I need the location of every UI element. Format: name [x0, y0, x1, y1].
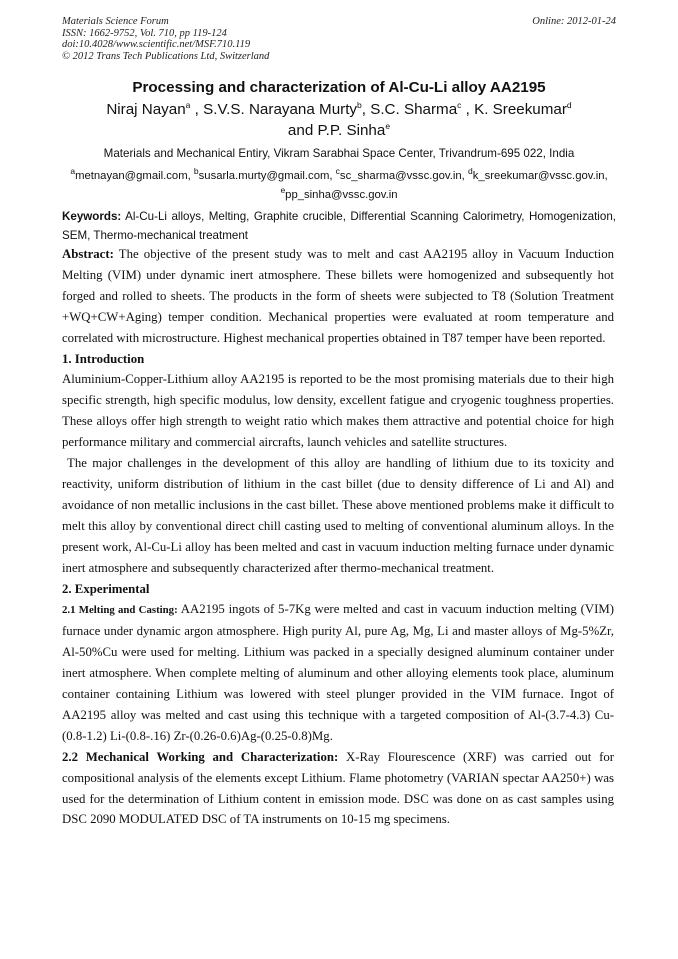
author-sup: c: [457, 99, 462, 110]
online-date: Online: 2012-01-24: [532, 16, 616, 27]
issn-line: ISSN: 1662-9752, Vol. 710, pp 119-124: [62, 27, 227, 39]
paper-body: [62, 244, 614, 830]
email-sup: b: [193, 166, 199, 177]
mechanical-working-paragraph: [62, 747, 614, 831]
journal-name: Materials Science Forum: [62, 16, 169, 27]
journal-header: [62, 16, 269, 62]
email-sup: c: [335, 166, 340, 177]
email-sup: d: [467, 166, 473, 177]
author-name: and P.P. Sinha: [287, 122, 386, 139]
email-link[interactable]: sc_sharma@vssc.gov.in,: [339, 170, 465, 182]
author-name: K. Sreekumar: [474, 101, 567, 118]
author-sup: a: [185, 99, 191, 110]
paper-title: Processing and characterization of Al-Cu-Li alloy AA2195: [132, 79, 546, 96]
intro-heading: 1. Introduction: [62, 351, 145, 366]
doi-line: doi:10.4028/www.scientific.net/MSF.710.119: [62, 39, 251, 51]
melting-casting-label: 2.1 Melting and Casting:: [62, 604, 178, 617]
abstract-label: Abstract:: [62, 247, 114, 261]
author-sup: b: [357, 99, 362, 110]
experimental-heading: 2. Experimental: [62, 581, 150, 596]
email-sup: e: [280, 185, 286, 196]
author-sup: e: [385, 120, 391, 131]
mechanical-working-text: X-Ray Flourescence (XRF) was carried out for compositional analysis of the elements except Lithium. Flame photometry (VARIAN spectar AA250+) was used for the determination of Lithium content in emission mode. DSC was done on as cast samples using DSC 2090 MODULATED DSC of TA instruments on 10-15 mg specimens.: [62, 749, 614, 827]
affiliation: Materials and Mechanical Entiry, Vikram Sarabhai Space Center, Trivandrum-695 022, India: [103, 147, 575, 160]
author-name: S.C. Sharma: [370, 101, 458, 118]
email-link[interactable]: k_sreekumar@vssc.gov.in,: [472, 170, 608, 182]
email-link[interactable]: pp_sinha@vssc.gov.in: [285, 189, 398, 201]
melting-casting-paragraph: [62, 599, 614, 746]
author-list: Niraj Nayan$^a$ , S.V.S. Narayana Murty$^b$, S.C. Sharma$^c$ , K. Sreekumar$^d$ and P.P. Sinha$^e$: [106, 99, 572, 139]
abstract: [62, 244, 614, 349]
author-sup: d: [566, 99, 572, 110]
email-link[interactable]: susarla.murty@gmail.com,: [198, 170, 333, 182]
author-name: Niraj Nayan: [106, 101, 186, 118]
copyright-line: © 2012 Trans Tech Publications Ltd, Switzerland: [62, 50, 270, 62]
melting-casting-text: AA2195 ingots of 5-7Kg were melted and cast in vacuum induction melting (VIM) furnace under dynamic argon atmosphere. High purity Al, pure Ag, Mg, Li and master alloys of Mg-5%Zr, Al-50%Cu were used for melting. Lithium was packed in a specially designed aluminum container under inert atmosphere. When complete melting of aluminum and other alloying elements took place, aluminum container containing Lithium was lowered with steel plunger provided in the VIM furnace. Ingot of AA2195 alloy was melted and cast using this technique with a targeted composition of Al-(3.7-4.3) Cu-(0.8-1.2) Li-(0.8-.16) Zr-(0.26-0.6)Ag-(0.25-0.8)Mg.: [62, 602, 614, 743]
email-list: [62, 167, 616, 205]
intro-paragraph-1: Aluminium-Copper-Lithium alloy AA2195 is reported to be the most promising materials due to their high specific strength, high specific modulus, low density, excellent fatigue and cryogenic toughness properties. These alloys offer high strength to weight ratio which makes them attractive and potential choice for high performance military and commercial aircrafts, launch vehicles and satellite structures.: [62, 372, 614, 450]
email-link[interactable]: metnayan@gmail.com,: [75, 170, 191, 182]
keywords: [62, 207, 616, 245]
email-sup: a: [70, 166, 76, 177]
keywords-text: Al-Cu-Li alloys, Melting, Graphite crucible, Differential Scanning Calorimetry, Homogenization, SEM, Thermo-mechanical treatment: [62, 210, 616, 242]
intro-paragraph-2: The major challenges in the development of this alloy are handling of lithium due to its toxicity and reactivity, uniform distribution of lithium in the cast billet (due to density difference of Li and Al) and avoidance of non metallic inclusions in the cast billet. These above mentioned problems make it difficult to melt this alloy by conventional direct chill casting used to melting of conventional aluminum alloys. In the present work, Al-Cu-Li alloy has been melted and cast in vacuum induction melting furnace under dynamic inert atmosphere and subsequently characterized after thermo-mechanical treatment.: [62, 456, 614, 575]
author-name: S.V.S. Narayana Murty: [203, 101, 358, 118]
keywords-label: Keywords:: [62, 210, 122, 223]
mechanical-working-label: 2.2 Mechanical Working and Characterization:: [62, 749, 339, 764]
abstract-text: The objective of the present study was to melt and cast AA2195 alloy in Vacuum Induction Melting (VIM) under dynamic inert atmosphere. These billets were homogenized and subsequently hot forged and rolled to sheets. The products in the form of sheets were subjected to T8 (Solution Treatment +WQ+CW+Aging) temper condition. Mechanical properties were evaluated at room temperature and correlated with microstructure. Highest mechanical properties obtained in T87 temper have been reported.: [62, 247, 614, 345]
